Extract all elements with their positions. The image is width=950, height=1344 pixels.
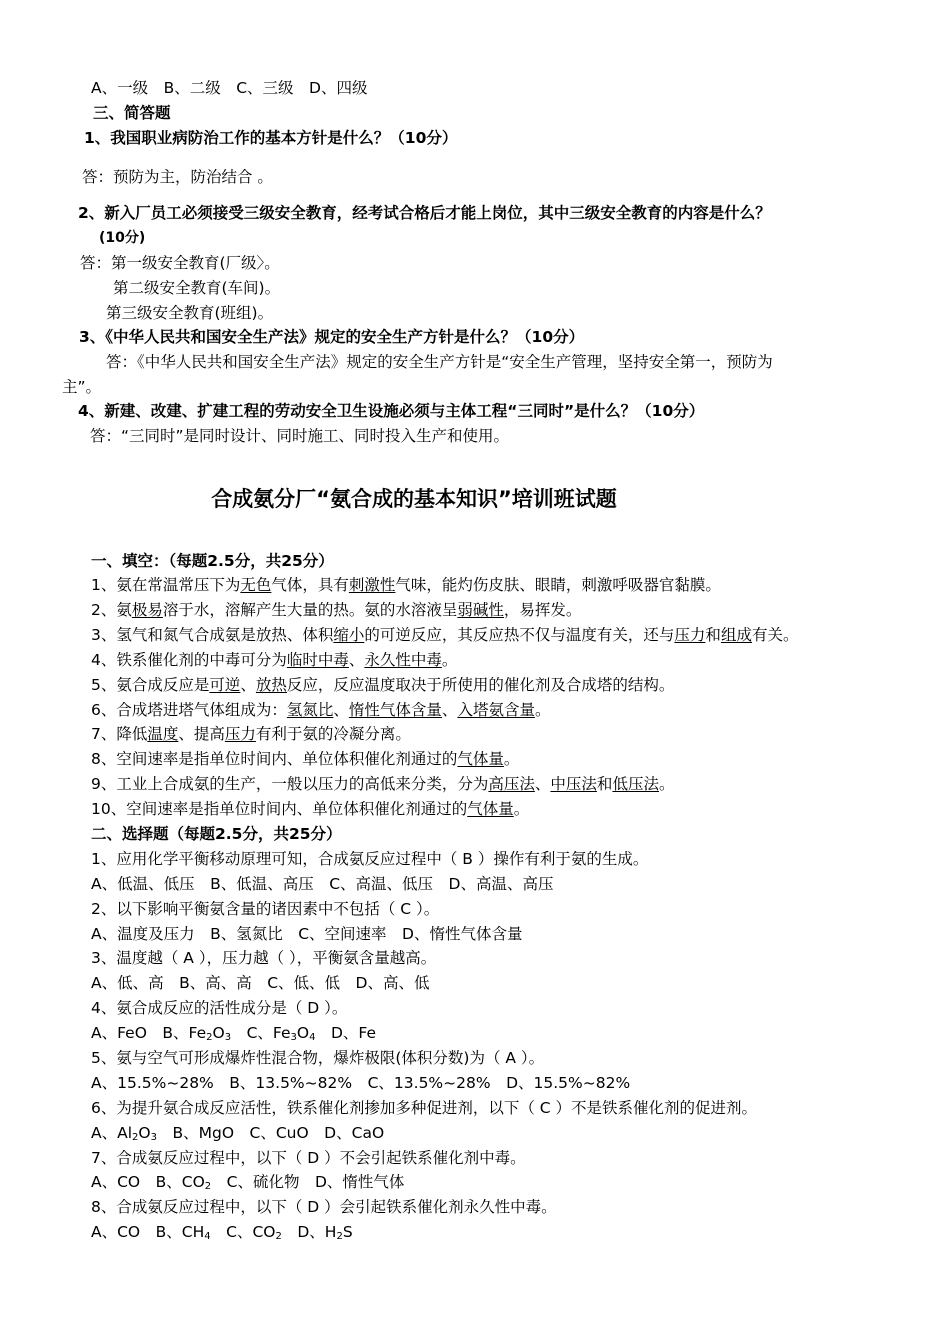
fill-answer: 高压法 — [488, 775, 535, 793]
short-answer-question-4: 4、新建、改建、扩建工程的劳动安全卫生设施必须与主体工程“三同时”是什么？（10分） — [78, 402, 705, 420]
section-heading-fill-in: 一、填空：（每题2.5分，共25分） — [91, 552, 334, 570]
short-answer-answer-2-line1: 答：第一级安全教育(厂级〉。 — [80, 254, 280, 272]
fill-answer: 气体量 — [457, 750, 504, 768]
choice-question-1: 1、应用化学平衡移动原理可知，合成氨反应过程中（ B ）操作有利于氨的生成。 — [91, 850, 649, 868]
fill-answer: 压力 — [224, 725, 256, 743]
fill-answer: 气体量 — [467, 800, 514, 818]
fill-answer: 氢氮比 — [286, 701, 334, 719]
fill-question-9: 9、工业上合成氨的生产，一般以压力的高低来分类，分为高压法、中压法和低压法。 — [91, 775, 675, 793]
short-answer-answer-3-line1: 答：《中华人民共和国安全生产法》规定的安全生产方针是“安全生产管理，坚持安全第一，预防为 — [106, 353, 773, 371]
short-answer-question-3: 3、《中华人民共和国安全生产法》规定的安全生产方针是什么？（10分） — [79, 328, 585, 346]
fill-question-1: 1、氨在常温常压下为无色气体，具有刺激性气味，能灼伤皮肤、眼睛，刺激呼吸器官黏膜。 — [91, 576, 721, 594]
fill-question-6: 6、合成塔进塔气体组成为：氢氮比、惰性气体含量、入塔氨含量。 — [91, 701, 551, 719]
choice-question-8: 8、合成氨反应过程中，以下（ D ）会引起铁系催化剂永久性中毒。 — [91, 1198, 557, 1216]
choice-question-4: 4、氨合成反应的活性成分是（ D ）。 — [91, 999, 348, 1017]
short-answer-answer-1: 答：预防为主，防治结合 。 — [82, 168, 273, 186]
choice-options-1: A、低温、低压 B、低温、高压 C、高温、低压 D、高温、高压 — [91, 875, 554, 893]
fill-answer: 缩小 — [333, 626, 365, 644]
fill-question-2: 2、氨极易溶于水，溶解产生大量的热。氨的水溶液呈弱碱性，易挥发。 — [91, 601, 582, 619]
choice-options-6: A、$Al_2O_3$ B、MgO C、CuO D、CaO — [91, 1124, 385, 1143]
fill-answer: 弱碱性 — [457, 601, 504, 619]
fill-question-10: 10、空间速率是指单位时间内、单位体积催化剂通过的气体量。 — [91, 800, 530, 818]
choice-options-2: A、温度及压力 B、氢氮比 C、空间速率 D、惰性气体含量 — [91, 925, 523, 943]
fill-answer: 无色 — [240, 576, 272, 594]
fill-answer: 低压法 — [612, 775, 659, 793]
fill-answer: 惰性气体含量 — [348, 701, 442, 719]
short-answer-answer-2-line3: 第三级安全教育(班组)。 — [106, 304, 274, 322]
choice-question-5: 5、氨与空气可形成爆炸性混合物，爆炸极限(体积分数)为（ A ）。 — [91, 1049, 545, 1067]
short-answer-answer-3-line2: 主”。 — [62, 378, 102, 396]
fill-answer: 压力 — [674, 626, 706, 644]
choice-question-3: 3、温度越（ A ），压力越（ ），平衡氨含量越高。 — [91, 949, 437, 967]
fill-question-7: 7、降低温度、提高压力有利于氨的冷凝分离。 — [91, 725, 411, 743]
section-heading-multiple-choice: 二、选择题（每题2.5分，共25分） — [91, 825, 342, 843]
fill-question-5: 5、氨合成反应是可逆、放热反应，反应温度取决于所使用的催化剂及合成塔的结构。 — [91, 676, 675, 694]
choice-options-4: A、FeO B、$Fe_2O_3$ C、$Fe_3O_4$ D、Fe — [91, 1024, 377, 1043]
short-answer-answer-2-line2: 第二级安全教育(车间)。 — [113, 279, 281, 297]
fill-question-3: 3、氢气和氮气合成氨是放热、体积缩小的可逆反应，其反应热不仅与温度有关，还与压力和组成有关。 — [91, 626, 799, 644]
fill-answer: 温度 — [147, 725, 179, 743]
choice-question-2: 2、以下影响平衡氨含量的诸因素中不包括（ C ）。 — [91, 900, 440, 918]
choice-options-5: A、15.5%~28% B、13.5%~82% C、13.5%~28% D、15.5%~82% — [91, 1074, 631, 1092]
short-answer-question-2: 2、新入厂员工必须接受三级安全教育，经考试合格后才能上岗位，其中三级安全教育的内容是什么？ — [78, 204, 771, 222]
choice-question-6: 6、为提升氨合成反应活性，铁系催化剂掺加多种促进剂，以下（ C ）不是铁系催化剂的促进剂。 — [91, 1099, 758, 1117]
fill-answer: 极易 — [131, 601, 163, 619]
fill-answer: 中压法 — [550, 775, 597, 793]
section-heading-short-answer: 三、简答题 — [93, 104, 171, 122]
choice-options-7: A、CO B、$CO_2$ C、硫化物 D、惰性气体 — [91, 1173, 405, 1192]
choice-options-8: A、CO B、$CH_4$ C、$CO_2$ D、$H_2S$ — [91, 1223, 353, 1242]
short-answer-question-1: 1、我国职业病防治工作的基本方针是什么？（10分） — [84, 129, 458, 147]
fill-answer: 永久性中毒 — [364, 651, 442, 669]
choice-question-7: 7、合成氨反应过程中，以下（ D ）不会引起铁系催化剂中毒。 — [91, 1149, 526, 1167]
fill-question-4: 4、铁系催化剂的中毒可分为临时中毒、永久性中毒。 — [91, 651, 458, 669]
fill-answer: 入塔氨含量 — [457, 701, 535, 719]
fill-answer: 组成 — [720, 626, 752, 644]
fill-answer: 临时中毒 — [286, 651, 349, 669]
prev-question-options: A、一级 B、二级 C、三级 D、四级 — [91, 79, 368, 97]
exam-title: 合成氨分厂“氨合成的基本知识”培训班试题 — [211, 487, 617, 511]
short-answer-question-2-score: (10分) — [99, 230, 146, 246]
short-answer-answer-4: 答：“三同时”是同时设计、同时施工、同时投入生产和使用。 — [90, 427, 510, 445]
choice-options-3: A、低、高 B、高、高 C、低、低 D、高、低 — [91, 974, 430, 992]
fill-question-8: 8、空间速率是指单位时间内、单位体积催化剂通过的气体量。 — [91, 750, 520, 768]
fill-answer: 放热 — [255, 676, 287, 694]
fill-answer: 可逆 — [209, 676, 241, 694]
fill-answer: 刺激性 — [348, 576, 396, 594]
